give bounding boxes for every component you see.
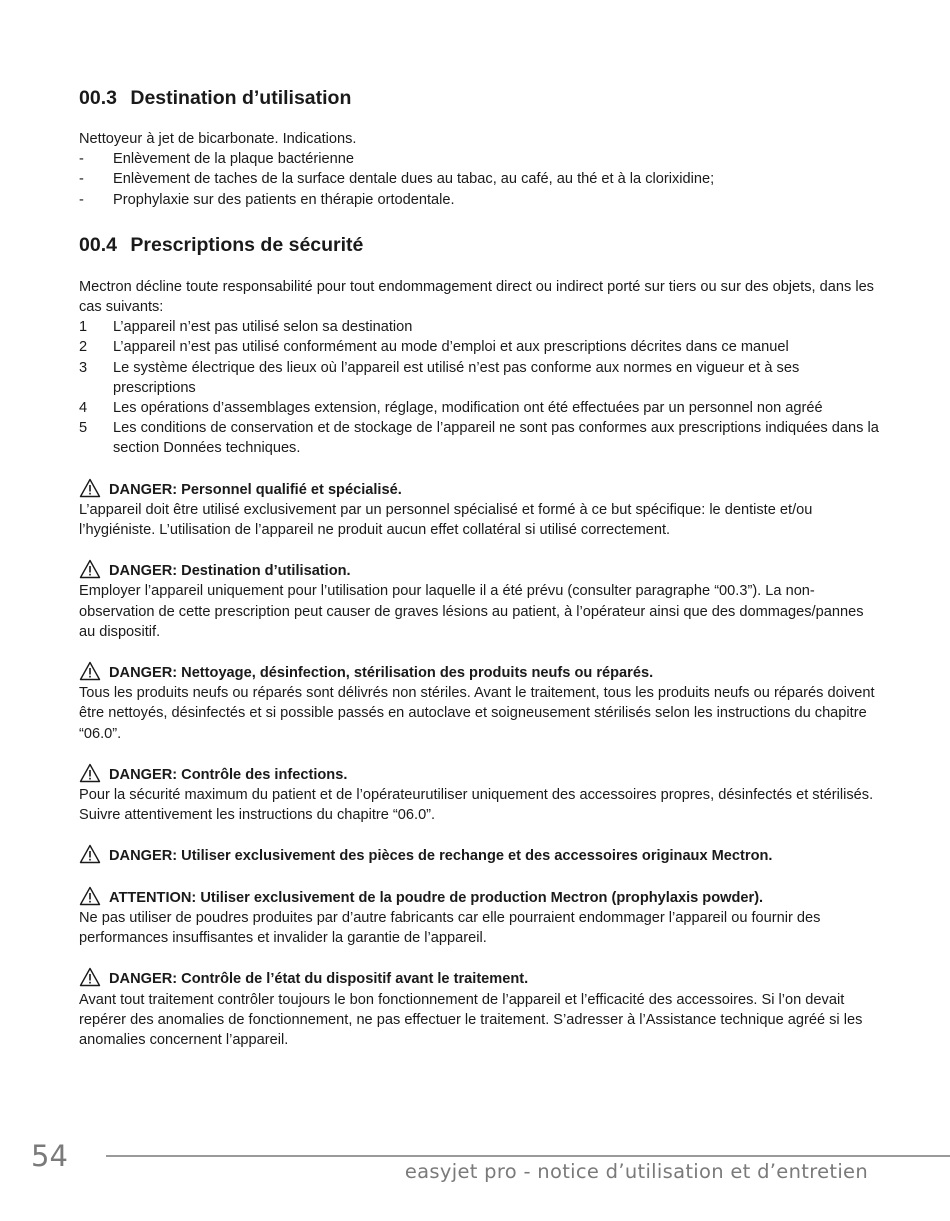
- warning-triangle-icon: [79, 661, 101, 681]
- list-marker: -: [79, 171, 84, 188]
- list-text: Enlèvement de taches de la surface dentale dues au tabac, au café, au thé et à la clorixidine;: [113, 171, 715, 188]
- list-item: [79, 190, 879, 210]
- list-item: [79, 418, 879, 458]
- warning-body: L’appareil doit être utilisé exclusivement par un personnel spécialisé et formé à ce but spécifique: le dentiste et/ou l’hygiéniste. L’utilisation de l’appareil ne produit aucun effet collatéral si utilisé correctement.: [79, 501, 813, 539]
- section-intro: Nettoyeur à jet de bicarbonate. Indications.: [79, 131, 357, 147]
- list-item: [79, 317, 879, 337]
- list-text: Prophylaxie sur des patients en thérapie ortodentale.: [113, 191, 455, 208]
- page-number: 54: [31, 1139, 68, 1173]
- warning-block: [79, 888, 879, 949]
- warning-heading: [79, 663, 879, 683]
- warning-block: [79, 663, 879, 744]
- warning-heading: [79, 969, 879, 989]
- warning-body: Employer l’appareil uniquement pour l’utilisation pour laquelle il a été prévu (consulter paragraphe “00.3”). La non-observation de cette prescription peut causer de graves lésions au patient, à l’opérateur ainsi que des dommages/pannes au dispositif.: [79, 583, 864, 640]
- warning-body: Pour la sécurité maximum du patient et de l’opérateurutiliser uniquement des accessoires propres, désinfectés et stérilisés. Suivre attentivement les instructions du chapitre “06.0”.: [79, 787, 874, 824]
- section-heading-usage: [79, 86, 879, 110]
- page-content: [79, 86, 879, 1050]
- list-text: Les conditions de conservation et de stockage de l’appareil ne sont pas conformes aux prescriptions indiquées dans la section Données techniques.: [113, 420, 879, 457]
- warning-title: DANGER: Destination d’utilisation.: [109, 563, 351, 580]
- warning-triangle-icon: [79, 763, 101, 783]
- list-item: [79, 398, 879, 418]
- section-title: Destination d’utilisation: [130, 87, 352, 109]
- footer-divider: [106, 1155, 950, 1157]
- warning-title: DANGER: Nettoyage, désinfection, stérilisation des produits neufs ou réparés.: [109, 665, 654, 682]
- warning-heading: [79, 888, 879, 908]
- warning-block: [79, 969, 879, 1050]
- indication-list: [79, 149, 879, 210]
- list-item: [79, 358, 879, 398]
- list-marker: 2: [79, 339, 88, 356]
- section-number: 00.4: [79, 233, 117, 256]
- warning-title: DANGER: Contrôle de l’état du dispositif avant le traitement.: [109, 971, 529, 988]
- section-title: Prescriptions de sécurité: [130, 233, 364, 256]
- list-text: L’appareil n’est pas utilisé selon sa destination: [113, 319, 413, 336]
- warning-body: Ne pas utiliser de poudres produites par d’autre fabricants car elle pourraient endommager l’appareil ou fournir des performances insuffisantes et invalider la garantie de l’appareil.: [79, 909, 821, 947]
- warning-triangle-icon: [79, 844, 101, 864]
- list-text: Les opérations d’assemblages extension, réglage, modification ont été effectuées par un personnel non agréé: [113, 400, 823, 417]
- section-heading-safety: [79, 233, 879, 257]
- list-marker: 5: [79, 420, 88, 437]
- warning-heading: [79, 561, 879, 581]
- section-intro: Mectron décline toute responsabilité pour tout endommagement direct ou indirect porté sur tiers ou sur des objets, dans les cas suivants:: [79, 278, 874, 316]
- list-marker: 4: [79, 400, 88, 417]
- warning-heading: [79, 480, 879, 500]
- warning-heading: [79, 765, 879, 785]
- warning-title: DANGER: Utiliser exclusivement des pièces de rechange et des accessoires originaux Mectron.: [109, 848, 773, 865]
- warning-block: [79, 480, 879, 541]
- warning-block: [79, 846, 879, 866]
- list-marker: -: [79, 151, 84, 168]
- warning-block: [79, 765, 879, 826]
- list-item: [79, 337, 879, 357]
- section-number: 00.3: [79, 87, 117, 109]
- list-marker: 1: [79, 319, 88, 336]
- list-marker: 3: [79, 359, 88, 376]
- warning-triangle-icon: [79, 478, 101, 498]
- condition-list: [79, 317, 879, 458]
- warning-triangle-icon: [79, 886, 101, 906]
- footer-doc-title: easyjet pro - notice d’utilisation et d’entretien: [404, 1160, 868, 1183]
- warning-block: [79, 561, 879, 642]
- list-item: [79, 149, 879, 169]
- list-text: L’appareil n’est pas utilisé conformément au mode d’emploi et aux prescriptions décrites dans ce manuel: [113, 339, 789, 356]
- warning-triangle-icon: [79, 967, 101, 987]
- list-marker: -: [79, 191, 84, 208]
- list-text: Enlèvement de la plaque bactérienne: [113, 151, 354, 168]
- warning-title: DANGER: Contrôle des infections.: [109, 766, 348, 783]
- warning-title: DANGER: Personnel qualifié et spécialisé.: [109, 481, 402, 498]
- list-item: [79, 169, 879, 189]
- warning-title: ATTENTION: Utiliser exclusivement de la poudre de production Mectron (prophylaxis powder).: [109, 889, 764, 906]
- warning-body: Tous les produits neufs ou réparés sont délivrés non stériles. Avant le traitement, tous les produits neufs ou réparés doivent être nettoyés, désinfectés et si possible passés en autoclave et soigneusement stérilisés selon les instructions du chapitre “06.0”.: [79, 685, 875, 742]
- warning-heading: [79, 846, 879, 866]
- list-text: Le système électrique des lieux où l’appareil est utilisé n’est pas conforme aux normes en vigueur et à ses prescriptions: [113, 359, 800, 396]
- warning-body: Avant tout traitement contrôler toujours le bon fonctionnement de l’appareil et l’efficacité des accessoires. Si l’on devait repérer des anomalies de fonctionnement, ne pas effectuer le traitement. S’adresser à l’Assistance technique agréé si les anomalies concernent l’appareil.: [79, 991, 863, 1048]
- warning-triangle-icon: [79, 559, 101, 579]
